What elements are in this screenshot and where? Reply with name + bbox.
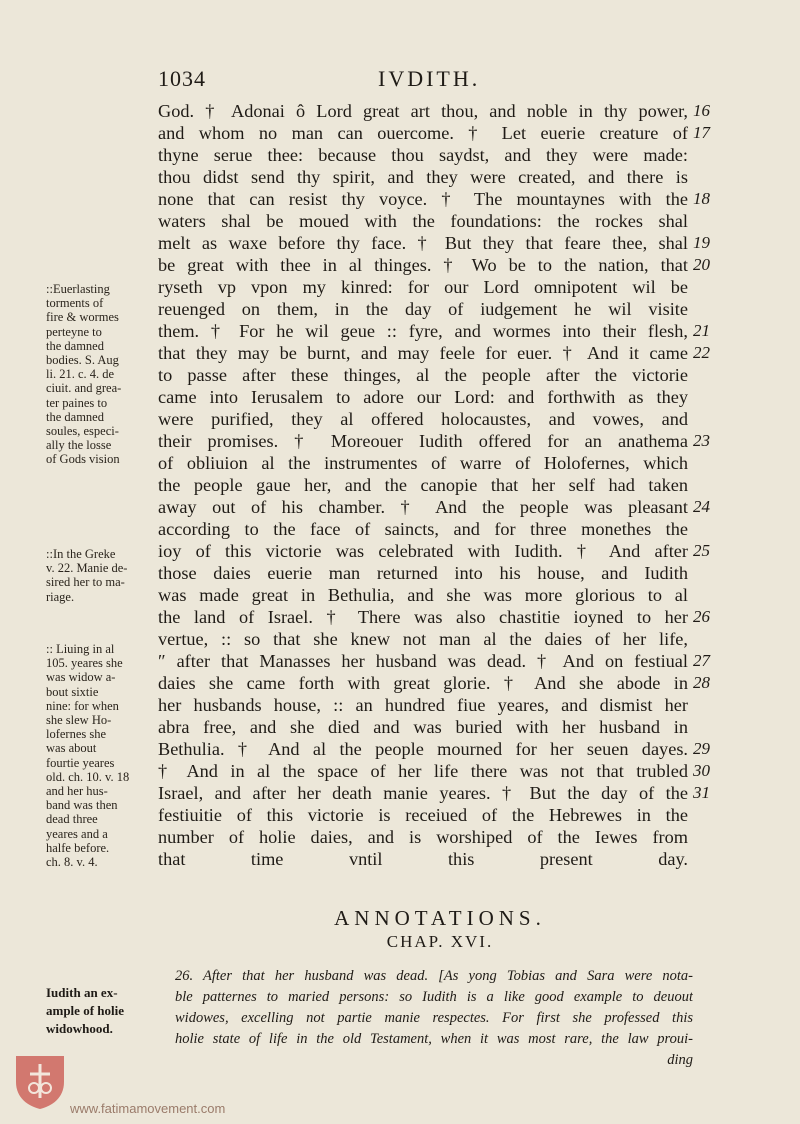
marginal-note-torments (46, 282, 156, 467)
annotation-margin-note (46, 984, 166, 1038)
annotation-margin-line: widowhood. (46, 1021, 113, 1036)
running-header (158, 66, 698, 96)
text-line: was made great in Bethulia, and she was more glorious to al (158, 585, 688, 605)
text-line: ryseth vp vpon my kinred: for our Lord omnipotent wil be (158, 277, 688, 297)
annotations-heading: ANNOTATIONS. (334, 906, 546, 930)
text-line: those daies euerie man returned into his house, and Iudith (158, 563, 688, 583)
marginal-line: fire & wormes (46, 310, 119, 325)
verse-number: 23 (693, 431, 710, 450)
chapter-heading: CHAP. XVI. (386, 932, 494, 951)
marginal-line: nine: for when (46, 698, 119, 713)
text-line: waters shal be moued with the foundations: the rockes shal (158, 211, 688, 231)
marginal-line: the damned (46, 338, 104, 353)
marginal-line: v. 22. Manie de- (46, 561, 128, 576)
marginal-line: ch. 8. v. 4. (46, 855, 98, 870)
text-line: of obliuion al the instrumentes of warre of Holofernes, which (158, 453, 688, 473)
marginal-line: sired her to ma- (46, 575, 125, 590)
annotation-line: widowes, excelling not partie manie respectes. For first she professed this (175, 1010, 693, 1026)
text-line: daies she came forth with great glorie. † And she abode in (158, 673, 688, 693)
text-line: God. † Adonai ô Lord great art thou, and noble in thy power, (158, 101, 688, 121)
marginal-line: lofernes she (46, 727, 107, 742)
verse-number: 25 (693, 541, 710, 560)
annotation-line: holie state of life in the old Testament, when it was most rare, the law proui- (175, 1031, 693, 1047)
marginal-line: ter paines to (46, 395, 108, 410)
text-line: the land of Israel. † There was also chastitie ioyned to her (158, 607, 688, 627)
marginal-note-widow (46, 642, 156, 869)
marginal-line: torments of (46, 296, 104, 311)
marginal-line: bout sixtie (46, 684, 99, 699)
marginal-line: was about (46, 741, 97, 756)
text-line: melt as waxe before thy face. † But they that feare thee, shal (158, 233, 688, 253)
marginal-line: ally the losse (46, 438, 112, 453)
running-title: IVDITH. (378, 66, 481, 91)
annotation-line: ding (667, 1052, 693, 1068)
text-line: ″ after that Manasses her husband was dead. † And on festiual (158, 651, 688, 671)
text-line: thyne serue thee: because thou saydst, and they were made: (158, 145, 688, 165)
fatima-shield-logo (12, 1052, 68, 1110)
marginal-line: bodies. S. Aug (46, 353, 119, 368)
marginal-line: li. 21. c. 4. de (46, 367, 115, 382)
verse-number: 20 (693, 255, 710, 274)
verse-number: 26 (693, 607, 710, 626)
marginal-line: old. ch. 10. v. 18 (46, 769, 130, 784)
text-line: her husbands house, :: an hundred fiue yeares, and dismist her (158, 695, 688, 715)
annotation-margin-line: Iudith an ex- (46, 985, 118, 1000)
verse-number: 22 (693, 343, 710, 362)
text-line: according to the face of saincts, and for three monethes the (158, 519, 688, 539)
verse-number: 29 (693, 739, 710, 758)
marginal-note-greke (46, 547, 156, 604)
annotation-line: 26. After that her husband was dead. [As yong Tobias and Sara were nota- (175, 968, 693, 984)
text-line: † And in al the space of her life there was not that trubled (158, 761, 688, 781)
marginal-line: she slew Ho- (46, 713, 112, 728)
text-line: vertue, :: so that she knew not man al the daies of her life, (158, 629, 688, 649)
text-line: none that can resist thy voyce. † The mountaynes with the (158, 189, 688, 209)
page-number: 1034 (158, 66, 206, 91)
marginal-line: of Gods vision (46, 452, 120, 467)
marginal-line: band was then (46, 798, 118, 813)
verse-number: 31 (693, 783, 710, 802)
watermark-url: www.fatimamovement.com (70, 1101, 226, 1116)
text-line: reuenged on them, in the day of iudgement he wil visite (158, 299, 688, 319)
marginal-line: fourtie yeares (46, 755, 115, 770)
text-line: that they may be burnt, and may feele for euer. † And it came (158, 343, 688, 363)
marginal-line: soules, especi- (46, 424, 119, 439)
text-line: to passe after these thinges, al the people after the victorie (158, 365, 688, 385)
text-line: be great with thee in al thinges. † Wo be to the nation, that (158, 255, 688, 275)
marginal-line: halfe before. (46, 840, 110, 855)
text-line: festiuitie of this victorie is receiued of the Hebrewes in the (158, 805, 688, 825)
marginal-line: perteyne to (46, 324, 102, 339)
text-line: their promises. † Moreouer Iudith offered for an anathema (158, 431, 688, 451)
text-line: the people gaue her, and the canopie that her self had taken (158, 475, 688, 495)
verse-number: 30 (693, 761, 710, 780)
text-line: number of holie daies, and is worshiped of the Iewes from (158, 827, 688, 847)
marginal-line: ciuit. and grea- (46, 381, 122, 396)
text-line: abra free, and she died and was buried with her husband in (158, 717, 688, 737)
marginal-line: :: Liuing in al (46, 642, 115, 656)
text-line: Bethulia. † And al the people mourned for her seuen dayes. (158, 739, 688, 759)
marginal-line: the damned (46, 409, 104, 424)
verse-number: 24 (693, 497, 710, 516)
text-line: came into Ierusalem to adore our Lord: and forthwith as they (158, 387, 688, 407)
text-line: and whom no man can ouercome. † Let euerie creature of (158, 123, 688, 143)
marginal-line: and her hus- (46, 784, 108, 799)
marginal-line: dead three (46, 812, 98, 827)
annotation-line: ble patternes to maried persons: so Iudith is a like good example to deuout (175, 989, 693, 1005)
text-line: were purified, they al offered holocaustes, and vowes, and (158, 409, 688, 429)
marginal-line: was widow a- (46, 670, 116, 685)
verse-number: 28 (693, 673, 710, 692)
text-line: Israel, and after her death manie yeares. † But the day of the (158, 783, 688, 803)
verse-number: 16 (693, 101, 710, 120)
verse-number: 17 (693, 123, 710, 142)
marginal-line: ::In the Greke (46, 547, 116, 561)
verse-number: 19 (693, 233, 710, 252)
text-line: away out of his chamber. † And the people was pleasant (158, 497, 688, 517)
verse-number: 27 (693, 651, 710, 670)
verse-number: 21 (693, 321, 710, 340)
marginal-line: yeares and a (46, 826, 108, 841)
marginal-line: 105. yeares she (46, 656, 123, 671)
verse-number: 18 (693, 189, 710, 208)
text-line: ioy of this victorie was celebrated with Iudith. † And after (158, 541, 688, 561)
text-line: that time vntil this present day. (158, 849, 688, 869)
text-line: them. † For he wil geue :: fyre, and wormes into their flesh, (158, 321, 688, 341)
annotation-margin-line: ample of holie (46, 1003, 124, 1018)
marginal-line: ::Euerlasting (46, 282, 110, 296)
text-line: thou didst send thy spirit, and they were created, and there is (158, 167, 688, 187)
marginal-line: riage. (46, 589, 75, 604)
